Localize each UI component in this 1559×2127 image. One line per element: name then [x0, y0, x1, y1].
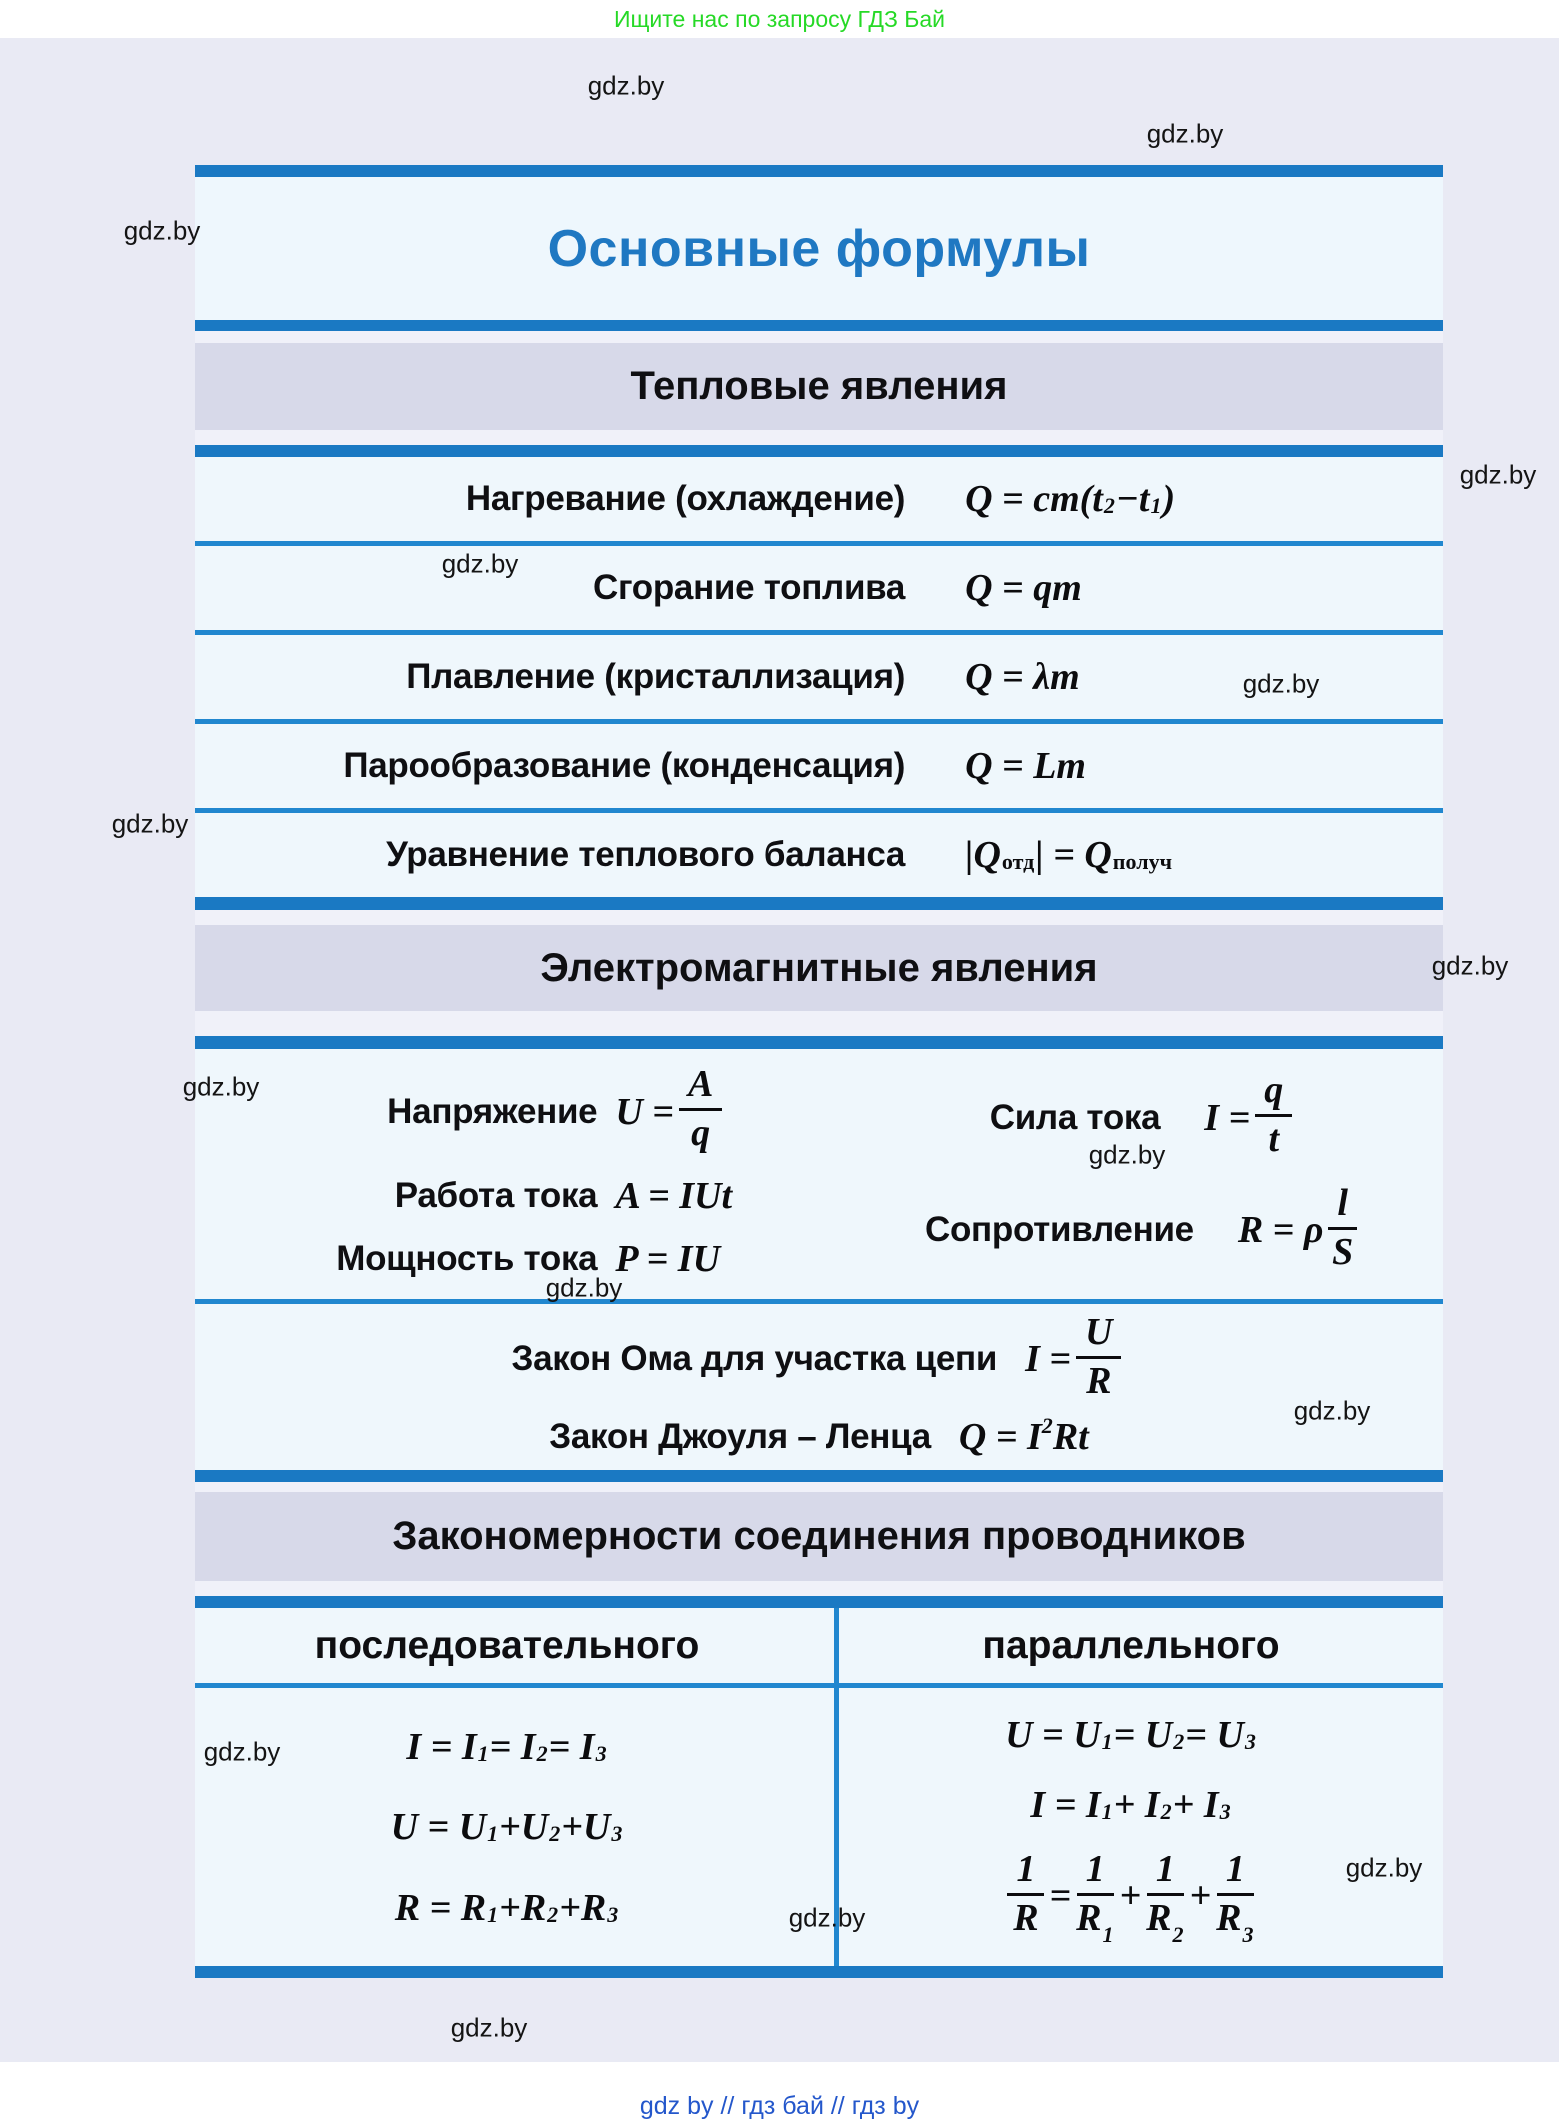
band-gap: [195, 910, 1443, 1036]
watermark: gdz.by: [441, 548, 519, 579]
bottom-bar: [195, 1966, 1443, 1978]
band-gap: [195, 331, 1443, 445]
divider-bar: [195, 897, 1443, 910]
column-header-series: последовательного: [314, 1623, 700, 1667]
row-label: Сопротивление: [924, 1210, 1194, 1250]
row-formula: R = R 1 +R 2 +R 3: [394, 1886, 619, 1929]
section-header-text: Закономерности соединения проводников: [392, 1514, 1246, 1558]
em-columns: [195, 1049, 1443, 1299]
watermark: gdz.by: [1146, 118, 1224, 149]
table-row: [195, 1311, 1443, 1404]
watermark: gdz.by: [1293, 1395, 1371, 1426]
row-label: Нагревание (охлаждение): [465, 479, 906, 518]
section-header-text: Электромагнитные явления: [540, 945, 1098, 990]
row-formula: Q = cm(t 2 −t 1 ): [965, 478, 1176, 520]
row-label: Напряжение: [387, 1091, 598, 1131]
row-formula: A = IUt: [615, 1175, 733, 1218]
row-formula: Q = λm: [965, 656, 1080, 698]
em-wide-rows: [195, 1304, 1443, 1470]
row-formula: I = $\frac{U}{R}$: [1025, 1315, 1126, 1404]
footer-text: gdz by // гдз бай // гдз by: [639, 2092, 920, 2120]
row-label: Сгорание топлива: [592, 568, 906, 607]
top-banner: [0, 0, 1559, 38]
row-formula: P = IU: [615, 1237, 721, 1280]
electromagnetic-block: [195, 1049, 1443, 1470]
row-formula: Q = Lm: [965, 745, 1086, 787]
watermark: gdz.by: [587, 70, 665, 101]
section-header-electromagnetic: [195, 925, 1443, 1011]
series-column: [195, 1688, 819, 1966]
row-formula: |Q отд | = Q получ: [965, 834, 1173, 876]
watermark: gdz.by: [1088, 1139, 1166, 1170]
section-header-connections: [195, 1492, 1443, 1581]
row-formula: U = U 1 +U 2 +U 3: [390, 1806, 623, 1848]
row-label: Закон Ома для участка цепи: [511, 1339, 998, 1379]
table-row: [195, 457, 1443, 541]
column-header-parallel: параллельного: [982, 1623, 1280, 1667]
top-banner-text: Ищите нас по запросу ГДЗ Бай: [613, 5, 946, 32]
parallel-column: [819, 1688, 1443, 1966]
row-formula: I = I 1 = I 2 = I 3: [406, 1725, 607, 1768]
row-formula: Q = qm: [965, 567, 1082, 609]
table-row: [195, 546, 1443, 630]
divider-bar: [195, 1470, 1443, 1482]
watermark: gdz.by: [111, 808, 189, 839]
divider-bar: [195, 1036, 1443, 1049]
watermark: gdz.by: [182, 1071, 260, 1102]
watermark: gdz.by: [203, 1736, 281, 1767]
divider-bar: [195, 320, 1443, 331]
row-formula: I = I 1 + I 2 + I 3: [1030, 1783, 1231, 1826]
em-left-column: [195, 1049, 844, 1299]
row-formula: U = $\frac{A}{q}$: [597, 1067, 727, 1156]
watermark: gdz.by: [1459, 459, 1537, 490]
row-formula: R = ρ $\frac{l}{S}$: [1238, 1186, 1362, 1275]
title-box: [195, 177, 1443, 320]
watermark: gdz.by: [1431, 950, 1509, 981]
table-row: [195, 1063, 844, 1156]
table-row: [195, 1174, 844, 1218]
watermark: gdz.by: [788, 1902, 866, 1933]
watermark: gdz.by: [123, 215, 201, 246]
page-title: Основные формулы: [547, 219, 1091, 278]
table-row: [844, 1182, 1443, 1275]
row-formula: $\frac{1}{R}$ = 1 R 1 + 1 R 2 + 1 R 3: [1002, 1852, 1259, 1941]
section-header-text: Тепловые явления: [630, 364, 1008, 408]
row-label: Работа тока: [394, 1176, 598, 1216]
table-row: [195, 813, 1443, 897]
row-label: Парообразование (конденсация): [343, 746, 906, 785]
row-label: Закон Джоуля – Ленца: [549, 1416, 931, 1456]
top-bar: [195, 165, 1443, 177]
row-label: Мощность тока: [336, 1238, 598, 1278]
em-right-column: [844, 1049, 1443, 1299]
table-row: [195, 1412, 1443, 1459]
divider-bar: [195, 445, 1443, 457]
divider-bar: [195, 1596, 1443, 1608]
watermark: gdz.by: [1242, 668, 1320, 699]
row-formula: Q = I 2 Rt: [958, 1412, 1089, 1458]
row-label: Уравнение теплового баланса: [386, 835, 906, 874]
watermark: gdz.by: [545, 1272, 623, 1303]
table-row: [195, 724, 1443, 808]
watermark: gdz.by: [1345, 1852, 1423, 1883]
formula-table: [195, 165, 1443, 1978]
connections-headers: [195, 1608, 1443, 1683]
table-row: [195, 1237, 844, 1281]
row-formula: U = U 1 = U 2 = U 3: [1005, 1714, 1256, 1757]
band-gap: [195, 1482, 1443, 1596]
row-formula: I = $\frac{q}{t}$: [1204, 1073, 1297, 1162]
watermark: gdz.by: [450, 2012, 528, 2043]
row-label: Плавление (кристаллизация): [406, 657, 906, 696]
row-label: Сила тока: [989, 1097, 1161, 1137]
section-header-thermal: [195, 343, 1443, 430]
